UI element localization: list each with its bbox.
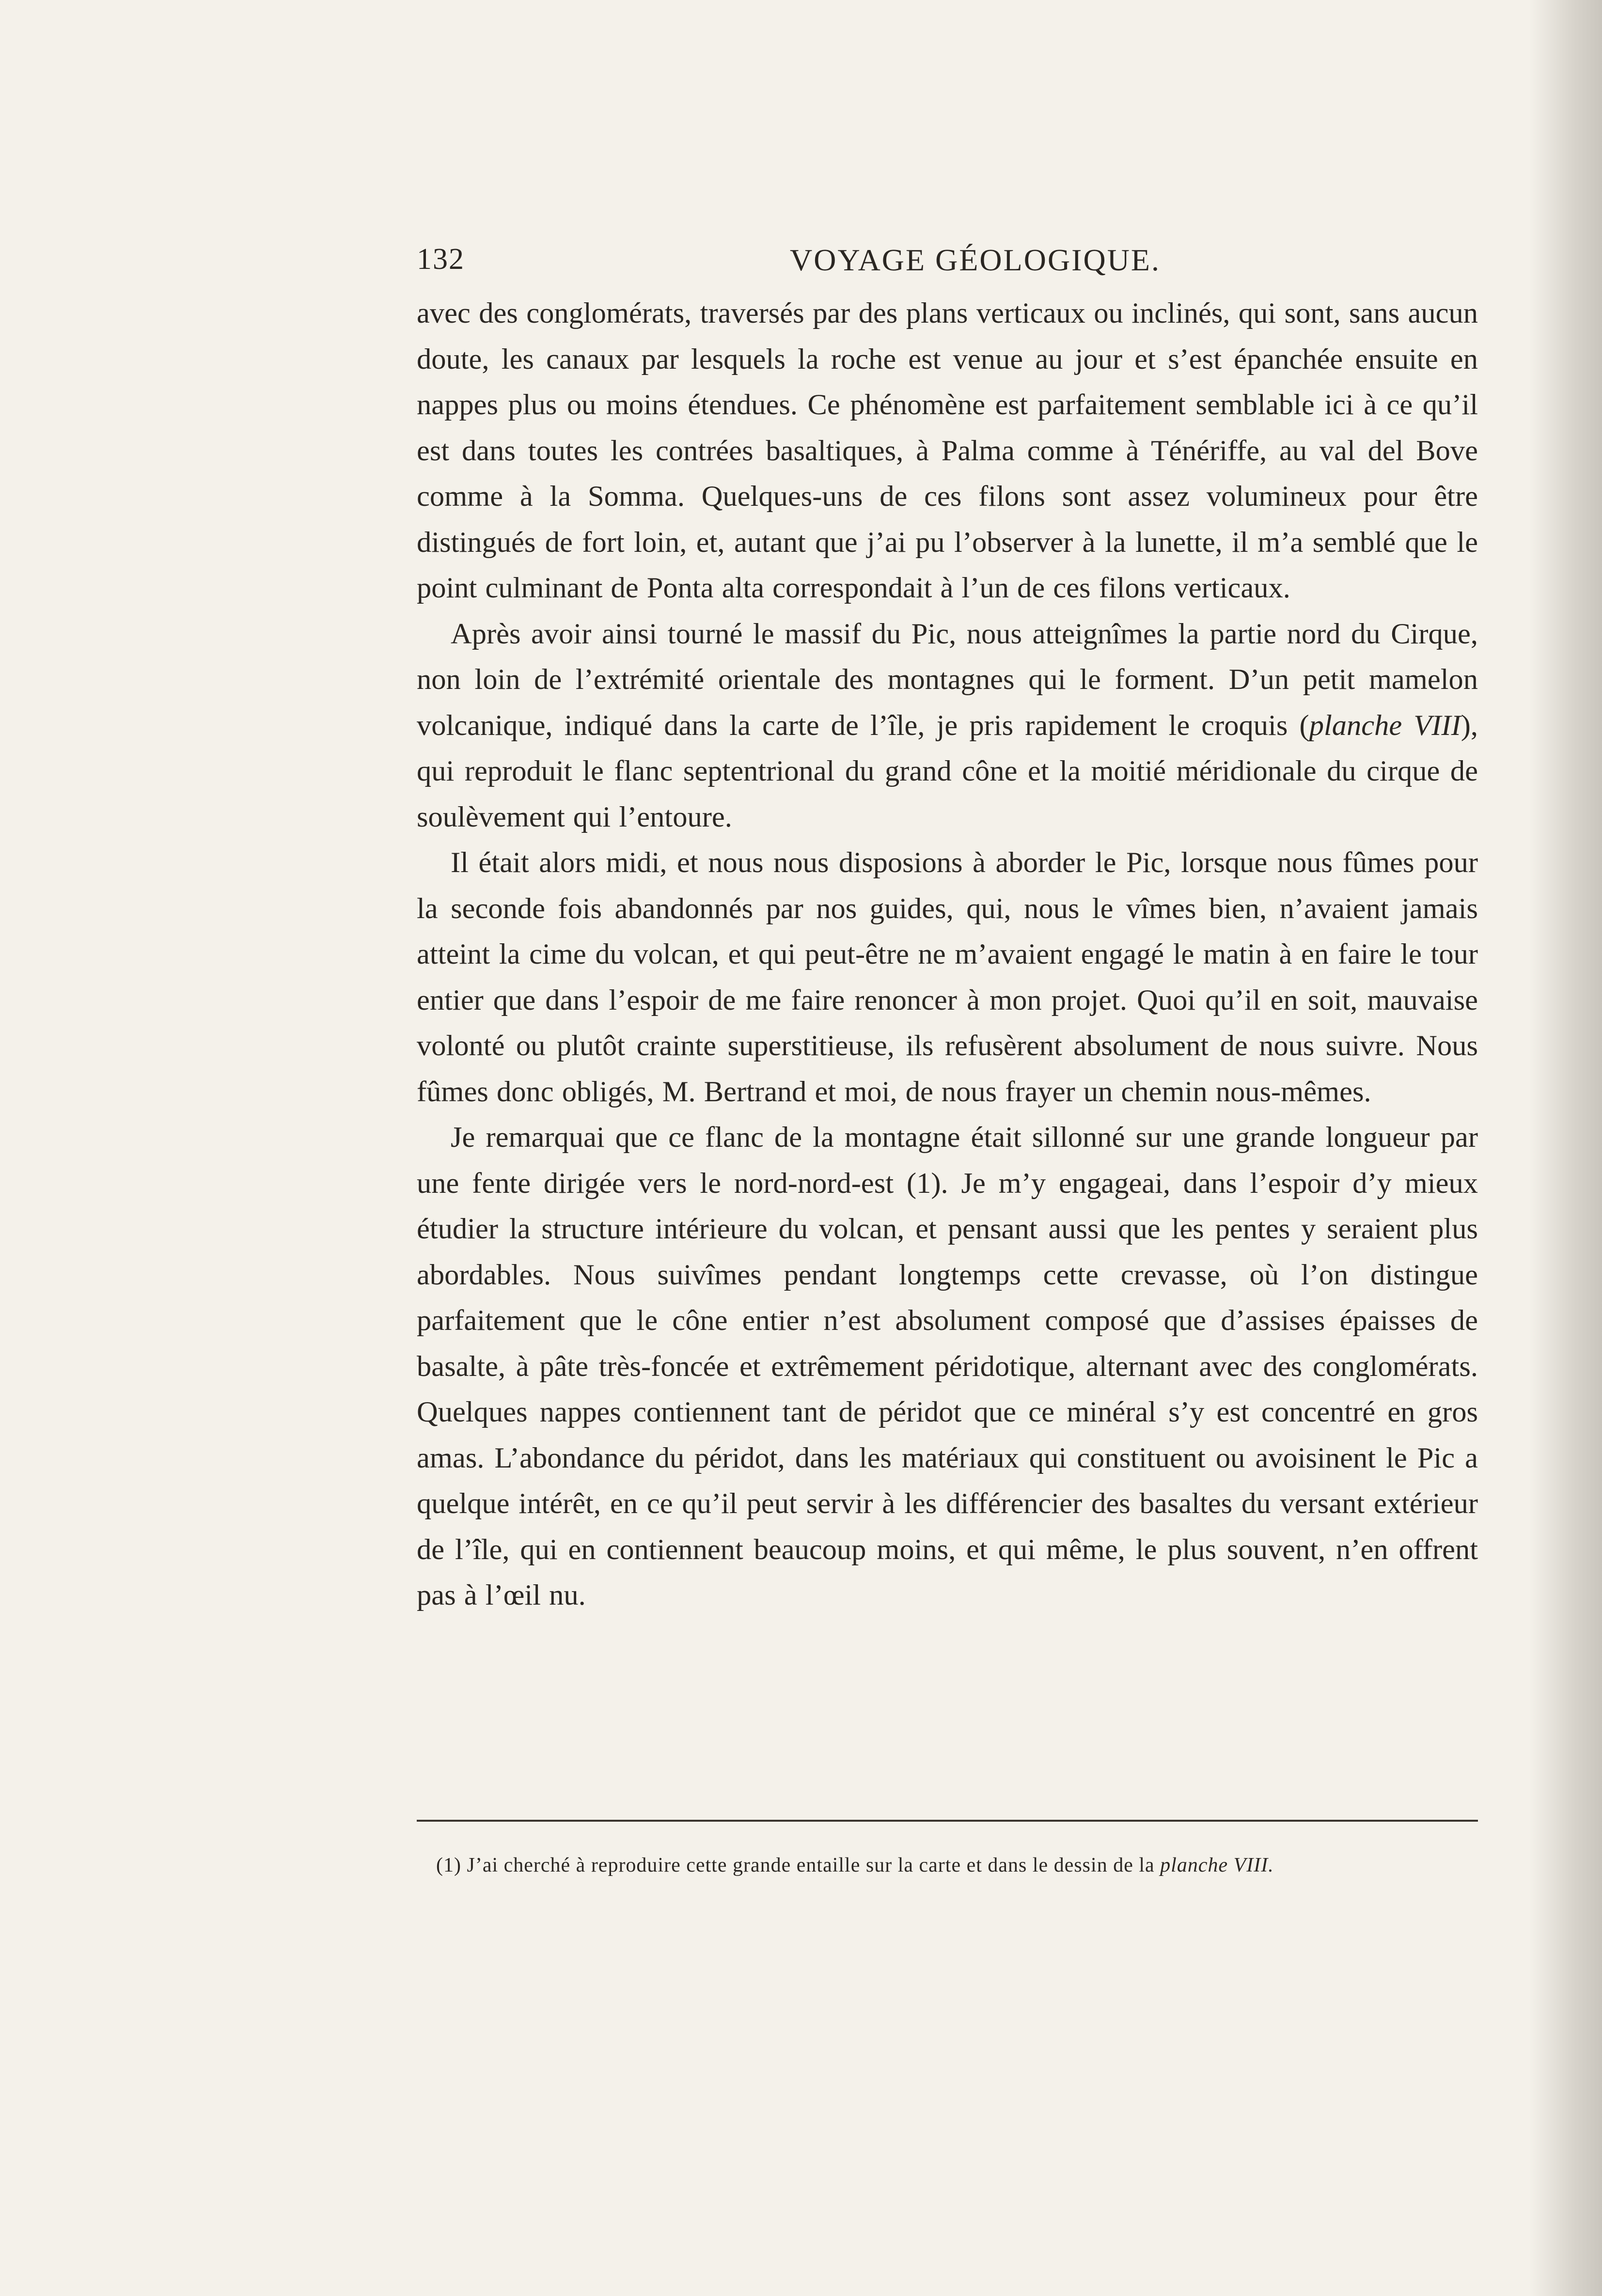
paragraph-1: avec des conglomérats, traversés par des plans verticaux ou inclinés, qui sont, sans aucun doute, les canaux par lesquels la roche est venue au jour et s’est épanchée ensuite en nappes plus ou moins étendues. Ce phénomène est parfaitement semblable ici à ce qu’il est dans toutes les contrées basaltiques, à Palma comme à Ténériffe, au val del Bove comme à la Somma. Quelques-uns de ces filons sont assez volumineux pour être distingués de fort loin, et, autant que j’ai pu l’observer à la lunette, il m’a semblé que le point culminant de Ponta alta correspondait à l’un de ces filons verticaux. xyxy=(417,297,1478,604)
page-number: 132 xyxy=(417,243,465,276)
paragraph-2 xyxy=(417,611,1478,841)
paragraph-2-text-before: Après avoir ainsi tourné le massif du Pic, nous atteignîmes la partie nord du Cirque, non loin de l’extrémité orientale des montagnes qui le forment. D’un petit mamelon volcanique, indiqué dans la carte de l’île, je pris rapidement le croquis ( xyxy=(417,617,1478,742)
footnote xyxy=(436,1852,1478,1879)
plate-reference: planche VIII xyxy=(1309,709,1461,742)
paragraph-2-text-after: ), qui reproduit le flanc septentrional du grand cône et la moitié méridionale du cirque de soulèvement qui l’entoure. xyxy=(417,709,1478,833)
footnote-text: J’ai cherché à reproduire cette grande entaille sur la carte et dans le dessin de la xyxy=(467,1854,1155,1876)
running-head xyxy=(417,242,1483,281)
running-title: VOYAGE GÉOLOGIQUE. xyxy=(790,243,1161,277)
body-text xyxy=(417,291,1478,1619)
footnote-rule xyxy=(417,1820,1478,1822)
footnote-plate-reference: planche VIII. xyxy=(1160,1854,1274,1876)
page-edge-shadow xyxy=(1529,0,1602,2296)
paragraph-4: Je remarquai que ce flanc de la montagne était sillonné sur une grande longueur par une fente dirigée vers le nord-nord-est (1). Je m’y engageai, dans l’espoir d’y mieux étudier la structure intérieure du volcan, et pensant aussi que les pentes y seraient plus abordables. Nous suivîmes pendant longtemps cette crevasse, où l’on distingue parfaitement que le cône entier n’est absolument composé que d’assises épaisses de basalte, à pâte très-foncée et extrêmement péridotique, alternant avec des conglomérats. Quelques nappes contiennent tant de péridot que ce minéral s’y est concentré en gros amas. L’abondance du péridot, dans les matériaux qui constituent ou avoisinent le Pic a quelque intérêt, en ce qu’il peut servir à les différencier des basaltes du versant extérieur de l’île, qui en contiennent beaucoup moins, et qui même, le plus souvent, n’en offrent pas à l’œil nu. xyxy=(417,1121,1478,1611)
footnote-marker: (1) xyxy=(436,1854,461,1876)
paragraph-3: Il était alors midi, et nous nous disposions à aborder le Pic, lorsque nous fûmes pour la seconde fois abandonnés par nos guides, qui, nous le vîmes bien, n’avaient jamais atteint la cime du volcan, et qui peut-être ne m’avaient engagé le matin à en faire le tour entier que dans l’espoir de me faire renoncer à mon projet. Quoi qu’il en soit, mauvaise volonté ou plutôt crainte superstitieuse, ils refusèrent absolument de nous suivre. Nous fûmes donc obligés, M. Bertrand et moi, de nous frayer un chemin nous-mêmes. xyxy=(417,846,1478,1108)
